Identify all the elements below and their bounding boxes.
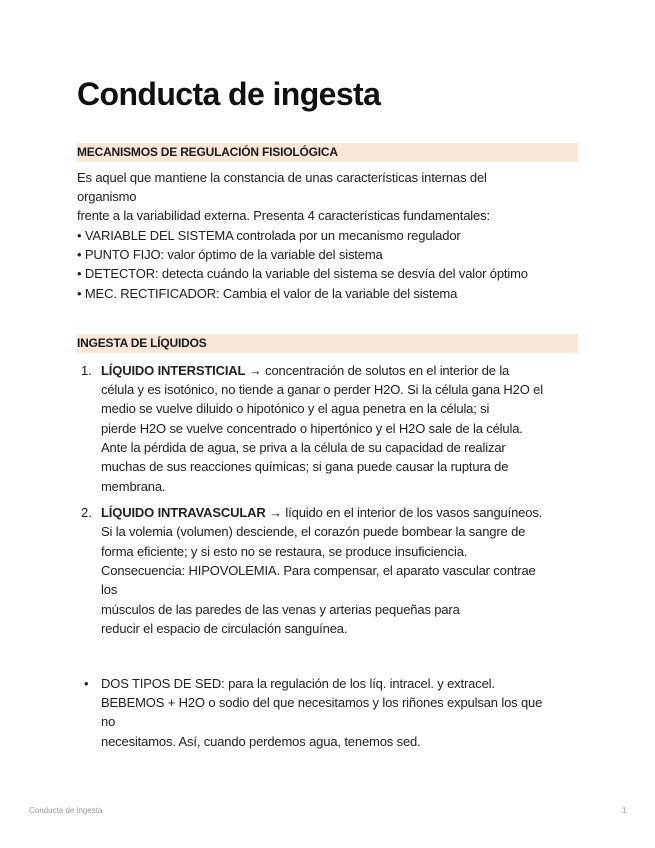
bullet-text: MEC. RECTIFICADOR: Cambia el valor de la variable del sistema (84, 286, 458, 301)
list-item-intersticial (101, 361, 509, 380)
section-heading-regulacion: MECANISMOS DE REGULACIÓN FISIOLÓGICA (77, 143, 578, 162)
list-item-line: membrana. (101, 479, 166, 494)
bullet-marker: • (77, 228, 82, 243)
bullet-text: PUNTO FIJO: valor óptimo de la variable del sistema (84, 247, 383, 262)
bullet-item-variable (77, 226, 461, 245)
list-number: 1. (81, 363, 92, 378)
term-bold: LÍQUIDO INTERSTICIAL (101, 363, 246, 378)
list-item-line: medio se vuelve diluido o hipotónico y el agua penetra en la célula; si (101, 401, 490, 416)
term-bold: LÍQUIDO INTRAVASCULAR (101, 505, 266, 520)
section-heading-ingesta-liquidos: INGESTA DE LÍQUIDOS (77, 334, 578, 353)
list-item-intravascular (101, 503, 542, 522)
list-number: 2. (81, 505, 92, 520)
paragraph-line: Es aquel que mantiene la constancia de unas características internas del (77, 170, 487, 185)
list-item-line: célula y es isotónico, no tiende a ganar o perder H2O. Si la célula gana H2O el (101, 382, 543, 397)
bullet-marker: • (77, 266, 82, 281)
footer-doc-title: Conducta de ingesta (29, 806, 103, 815)
paragraph-line: frente a la variabilidad externa. Presenta 4 características fundamentales: (77, 208, 490, 223)
bullet-item-line: BEBEMOS + H2O o sodio del que necesitamos y los riñones expulsan los que (101, 695, 543, 710)
list-item-line: Si la volemia (volumen) desciende, el corazón puede bombear la sangre de (101, 524, 526, 539)
footer-page-number: 1 (622, 806, 627, 815)
list-item-line: músculos de las paredes de las venas y arterias pequeñas para (101, 602, 460, 617)
bullet-item-line: necesitamos. Así, cuando perdemos agua, tenemos sed. (101, 734, 421, 749)
bullet-item-line: no (101, 714, 116, 729)
list-item-line: reducir el espacio de circulación sanguínea. (101, 621, 348, 636)
list-item-line: pierde H2O se vuelve concentrado o hipertónico y el H2O sale de la célula. (101, 421, 523, 436)
term-description: → líquido en el interior de los vasos sanguíneos. (265, 505, 543, 520)
bullet-marker: • (77, 286, 82, 301)
list-item-line: Consecuencia: HIPOVOLEMIA. Para compensar, el aparato vascular contrae (101, 563, 536, 578)
bullet-item-punto-fijo (77, 245, 383, 264)
list-item-line: muchas de sus reacciones químicas; si gana puede causar la ruptura de (101, 459, 509, 474)
page-title: Conducta de ingesta (77, 76, 381, 112)
bullet-text: DETECTOR: detecta cuándo la variable del sistema se desvía del valor óptimo (84, 266, 528, 281)
list-item-line: Ante la pérdida de agua, se priva a la célula de su capacidad de realizar (101, 440, 506, 455)
bullet-marker: • (77, 247, 82, 262)
bullet-marker: • (84, 676, 89, 691)
list-item-line: forma eficiente; y si esto no se restaura, se produce insuficiencia. (101, 544, 468, 559)
bullet-item-rectificador (77, 284, 457, 303)
list-item-line: los (101, 582, 118, 597)
term-description: → concentración de solutos en el interior de la (245, 363, 510, 378)
bullet-item-sed: DOS TIPOS DE SED: para la regulación de los líq. intracel. y extracel. (101, 676, 495, 691)
bullet-item-detector (77, 264, 528, 283)
paragraph-line: organismo (77, 189, 137, 204)
bullet-text: VARIABLE DEL SISTEMA controlada por un mecanismo regulador (84, 228, 461, 243)
